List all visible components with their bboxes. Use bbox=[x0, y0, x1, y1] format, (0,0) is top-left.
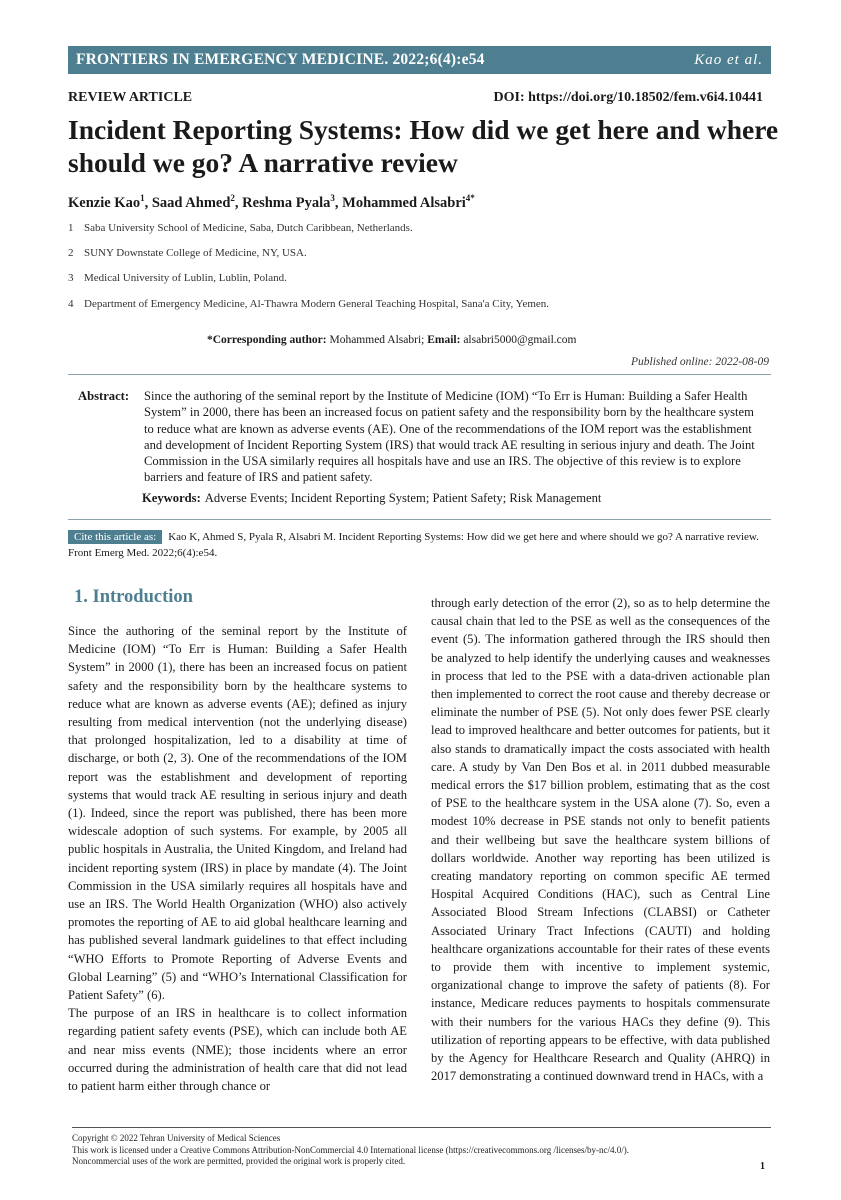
copyright: Copyright © 2022 Tehran University of Medical Sciences bbox=[72, 1133, 281, 1143]
paragraph: through early detection of the error (2), so as to help determine the causal chain that led to the PSE as well as the consequences of the event (5). The information gathered through the IRS should then be analyzed to help identify the underlying causes and weaknesses in process that led to the PSE with a data-driven actionable plan then implemented to correct the root cause and thereby decrease or eliminate the number of PSE (5). Not only does fewer PSE clearly lead to improved healthcare and better outcomes for patients, but it also stands to dramatically impact the costs associated with health care. A study by Van Den Bos et al. in 2011 dubbed measurable medical errors the $17 billion problem, estimating that as the cost of PSE to the healthcare system in the USA alone (7). So, even a modest 10% decrease in PSE stands not only to benefit patients and their wellbeing but save the healthcare system billions of dollars worldwide. Another way reporting has been utilized is creating mandatory reporting on common specific AE termed Hospital Acquired Conditions (HAC), such as Central Line Associated Blood Stream Infections (CLABSI) or Catheter Associated Urinary Tract Infections (CAUTI) and holding healthcare organizations accountable for their rates of these events to provide them with incentive to implement systemic, organizational change to improve the safety of patients (8). For instance, Medicare reduces payments to hospitals commensurate with their numbers for the various HACs they define (9). This utilization of reporting appears to be effective, with data published by the Agency for Healthcare Research and Quality (AHRQ) in 2017 demonstrating a continued downward trend in HACs, with a bbox=[431, 596, 770, 1084]
affiliation-number: 3 bbox=[68, 272, 74, 285]
right-column bbox=[431, 594, 770, 1085]
abstract-label: Abstract: bbox=[78, 389, 130, 403]
divider bbox=[68, 519, 771, 520]
page-number: 1 bbox=[760, 1161, 765, 1172]
affiliation-text: Saba University School of Medicine, Saba, Dutch Caribbean, Netherlands. bbox=[84, 222, 413, 234]
keywords bbox=[142, 491, 601, 506]
corresponding-label: *Corresponding author: bbox=[207, 334, 327, 346]
affiliation-text: Medical University of Lublin, Lublin, Poland. bbox=[84, 272, 287, 285]
author-separator: , bbox=[234, 194, 243, 211]
affiliation-number: 2 bbox=[68, 247, 74, 260]
author-affil-mark: 2 bbox=[230, 193, 235, 203]
corresponding-author bbox=[207, 334, 576, 346]
cite-label: Cite this article as: bbox=[68, 530, 162, 544]
affiliation-number: 4 bbox=[68, 297, 74, 310]
divider bbox=[68, 374, 771, 375]
abstract-text: Since the authoring of the seminal report by the Institute of Medicine (IOM) “To Err is Human: Building a Safer Health System” in 2000, there has been an increased focus on patient safety and the responsibility born by the healthcare system to reduce what are known as adverse events (AE). One of the recommendations of the IOM report was the establishment and development of Incident Reporting System (IRS) that would track AE resulting in serious injury and death. The Joint Commission in the USA similarly requires all hospitals have and use an IRS. The objective of this review is to explore barriers and feature of IRS and patient safety. bbox=[144, 389, 755, 485]
paragraph: Since the authoring of the seminal report by the Institute of Medicine (IOM) “To Err is Human: Building a Safer Health System” in 2000 (1), there has been an increased focus on patient safety and the responsibility born by the healthcare systems to reduce what are known as adverse events (AE); defined as injury resulting from medical intervention (not the underlying disease) that prolonged hospitalization, led to a disability at time of discharge, or both (2, 3). One of the recommendations of the IOM report was the establishment and development of reporting systems that would track AE resulting in serious injury and death (1). Indeed, since the report was published, there has been more widescale adoption of such systems. For example, by 2005 all public hospitals in Australia, the United Kingdom, and Ireland had incident reporting system (IRS) in place by mandate (4). The Joint Commission in the USA similarly requires all hospitals have and use an IRS. The World Health Organization (WHO) also actively promotes the reporting of AE to aid global healthcare learning and has published several landmark guidelines to that effect including “WHO Efforts to Promote Reporting of Adverse Events and Global Learning” (5) and “WHO’s International Classification for Patient Safety” (6). bbox=[68, 624, 407, 1003]
license-text: This work is licensed under a Creative Commons Attribution-NonCommercial 4.0 International license (https://creativecommons.org /licenses/by-nc/4.0/). bbox=[72, 1144, 629, 1155]
left-column bbox=[68, 588, 407, 1095]
author-affil-mark: 4* bbox=[465, 193, 475, 203]
journal-citation: FRONTIERS IN EMERGENCY MEDICINE. 2022;6(4):e54 bbox=[76, 51, 485, 68]
running-authors: Kao et al. bbox=[694, 51, 763, 68]
article-title: Incident Reporting Systems: How did we get here and where should we go? A narrative review bbox=[68, 114, 779, 178]
affiliation-item bbox=[68, 298, 768, 323]
affiliation-text: SUNY Downstate College of Medicine, NY, USA. bbox=[84, 247, 307, 260]
author: Mohammed Alsabri bbox=[342, 194, 466, 211]
keywords-label: Keywords: bbox=[142, 491, 201, 505]
author-separator: , bbox=[144, 194, 152, 211]
email-link[interactable]: alsabri5000@gmail.com bbox=[463, 334, 577, 346]
journal-banner bbox=[68, 46, 771, 74]
author: Reshma Pyala bbox=[242, 194, 331, 211]
author-separator: , bbox=[334, 194, 343, 211]
email-label: Email: bbox=[427, 334, 461, 346]
doi-link[interactable]: DOI: https://doi.org/10.18502/fem.v6i4.10441 bbox=[493, 90, 763, 105]
footer bbox=[72, 1133, 772, 1168]
author-affil-mark: 3 bbox=[330, 193, 335, 203]
footer-divider bbox=[72, 1127, 771, 1128]
article-meta-row bbox=[68, 90, 763, 106]
affiliation-number: 1 bbox=[68, 222, 74, 234]
corresponding-name: Mohammed Alsabri; bbox=[329, 334, 425, 346]
affiliation-text: Department of Emergency Medicine, Al-Thawra Modern General Teaching Hospital, Sana'a City, Yemen. bbox=[84, 297, 550, 310]
affiliation-item bbox=[68, 222, 768, 247]
author-affil-mark: 1 bbox=[140, 193, 145, 203]
cite-block bbox=[68, 530, 771, 561]
keywords-text: Adverse Events; Incident Reporting System; Patient Safety; Risk Management bbox=[204, 491, 602, 505]
published-date: Published online: 2022-08-09 bbox=[631, 356, 769, 368]
author-list bbox=[68, 193, 475, 212]
abstract bbox=[78, 388, 768, 486]
cite-text: Kao K, Ahmed S, Pyala R, Alsabri M. Incident Reporting Systems: How did we get here and where should we go? A narrative review. Front Emerg Med. 2022;6(4):e54. bbox=[68, 531, 759, 559]
affiliation-item bbox=[68, 247, 768, 272]
paragraph: The purpose of an IRS in healthcare is to collect information regarding patient safety events (PSE), which can include both AE and near miss events (NME); those incidents where an error occurred during the administration of health care that did not lead to patient harm either through chance or bbox=[68, 1006, 407, 1094]
section-heading: 1. Introduction bbox=[74, 587, 193, 607]
article-type: REVIEW ARTICLE bbox=[68, 90, 193, 105]
affiliation-list bbox=[68, 222, 768, 323]
author: Kenzie Kao bbox=[68, 194, 141, 211]
affiliation-item bbox=[68, 272, 768, 297]
author: Saad Ahmed bbox=[151, 194, 231, 211]
noncommercial-text: Noncommercial uses of the work are permitted, provided the original work is properly cited. bbox=[72, 1156, 406, 1166]
